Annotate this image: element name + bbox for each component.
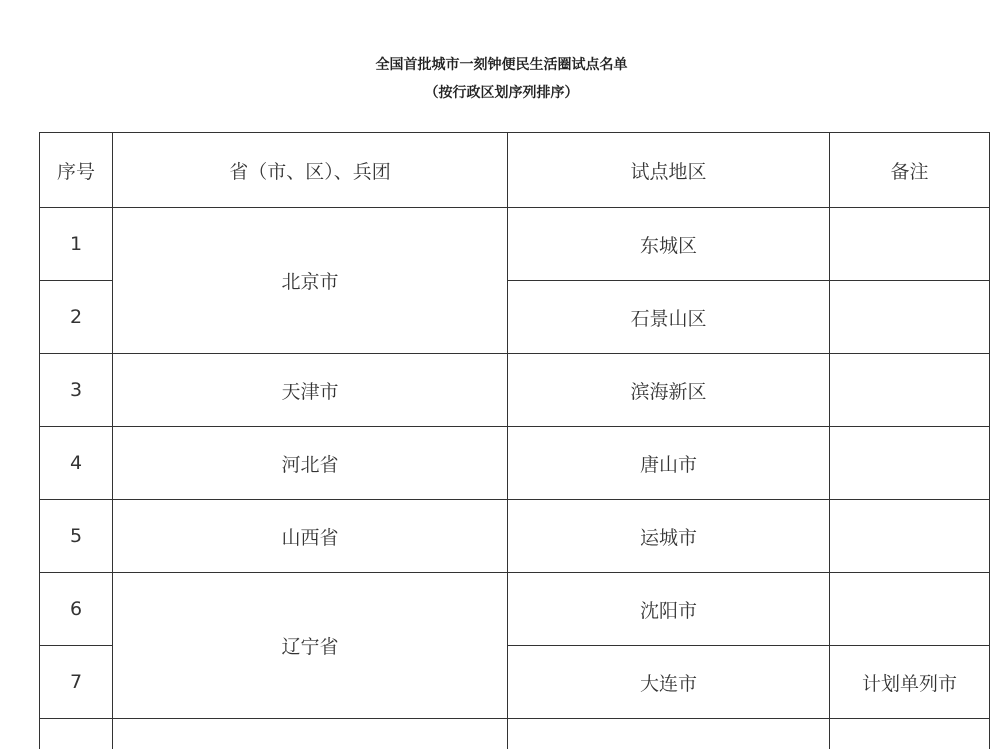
province-cell: 天津市 [113,354,508,427]
header-cell-no: 序号 [40,133,113,208]
table-row [40,427,990,500]
area-cell: 大连市 [508,646,830,719]
province-cell: 山西省 [113,500,508,573]
row-number: 3 [40,354,113,427]
note-cell: 计划单列市 [830,646,990,719]
province-cell: 辽宁省 [113,573,508,719]
note-cell [830,573,990,646]
row-number: 2 [40,281,113,354]
area-cell [508,719,830,749]
area-cell: 唐山市 [508,427,830,500]
note-cell [830,208,990,281]
document-subtitle: （按行政区划序列排序） [0,82,1003,102]
row-number: 6 [40,573,113,646]
note-cell [830,500,990,573]
area-cell: 东城区 [508,208,830,281]
province-cell: 北京市 [113,208,508,354]
table-row [40,208,990,281]
note-cell [830,427,990,500]
area-cell: 沈阳市 [508,573,830,646]
table-row-partial [40,719,990,749]
note-cell [830,719,990,749]
area-cell: 滨海新区 [508,354,830,427]
header-cell-province: 省（市、区）、兵团 [113,133,508,208]
row-number [40,719,113,749]
row-number: 5 [40,500,113,573]
table-row [40,573,990,646]
table-row [40,500,990,573]
row-number: 7 [40,646,113,719]
note-cell [830,281,990,354]
header-cell-note: 备注 [830,133,990,208]
pilot-list-table [39,132,990,749]
row-number: 1 [40,208,113,281]
area-cell: 运城市 [508,500,830,573]
province-cell [113,719,508,749]
province-cell: 河北省 [113,427,508,500]
header-cell-area: 试点地区 [508,133,830,208]
table-row [40,354,990,427]
note-cell [830,354,990,427]
document-title: 全国首批城市一刻钟便民生活圈试点名单 [0,54,1003,74]
area-cell: 石景山区 [508,281,830,354]
table-header-row [40,133,990,208]
row-number: 4 [40,427,113,500]
